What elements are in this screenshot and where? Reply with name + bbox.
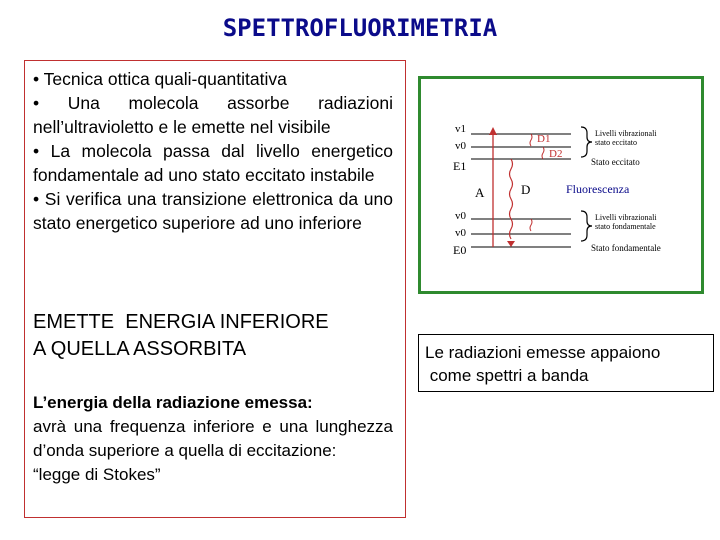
bullet-item: • Si verifica una transizione elettronica da uno stato energetico superiore ad uno inferiore	[33, 189, 393, 233]
stokes-law: “legge di Stokes”	[33, 465, 161, 484]
upper-vib-label-2: stato eccitato	[595, 138, 637, 147]
bullet-list	[33, 67, 393, 235]
lower-vib-label-1: Livelli vibrazionali	[595, 213, 657, 222]
bullet-item: • La molecola passa dal livello energetico fondamentale ad uno stato eccitato instabile	[33, 141, 393, 185]
radiazioni-line-2: come spettri a banda	[425, 366, 589, 385]
lower-brace	[581, 211, 592, 241]
label-v0-low: v0	[455, 227, 466, 239]
radiazioni-note	[418, 334, 714, 392]
label-a: A	[475, 185, 485, 200]
energia-body: avrà una frequenza inferiore e una lunghezza d’onda superiore a quella di eccitazione:	[33, 417, 393, 460]
fluorescence-arrow	[510, 159, 513, 239]
radiazioni-line-1: Le radiazioni emesse appaiono	[425, 343, 661, 362]
bullet-item: • Tecnica ottica quali-quantitativa	[33, 69, 287, 89]
label-v0-mid: v0	[455, 210, 466, 222]
energy-level-diagram	[418, 76, 704, 294]
jablonski-diagram	[421, 79, 701, 291]
energia-paragraph	[33, 391, 393, 487]
relaxation-d2	[542, 147, 544, 159]
relaxation-d1	[530, 134, 532, 146]
emette-statement	[33, 309, 403, 363]
label-v0-upper: v0	[455, 140, 466, 152]
emette-line-1: EMETTE ENERGIA INFERIORE	[33, 311, 329, 333]
fluorescence-arrowhead	[507, 241, 515, 247]
label-d2: D2	[549, 148, 563, 160]
page-title: SPETTROFLUORIMETRIA	[222, 14, 498, 42]
bullet-item: • Una molecola assorbe radiazioni nell’ultravioletto e le emette nel visibile	[33, 93, 393, 137]
fluorescenza-label: Fluorescenza	[566, 182, 630, 196]
emette-line-2: A QUELLA ASSORBITA	[33, 338, 247, 360]
label-v1: v1	[455, 123, 466, 135]
absorption-arrowhead	[489, 127, 497, 135]
relaxation-lower	[530, 219, 532, 231]
label-d1: D1	[537, 133, 551, 145]
energia-heading: L’energia della radiazione emessa:	[33, 393, 313, 412]
stato-eccitato-label: Stato eccitato	[591, 157, 640, 167]
upper-vib-label-1: Livelli vibrazionali	[595, 129, 657, 138]
label-e0: E0	[453, 243, 467, 257]
lower-vib-label-2: stato fondamentale	[595, 222, 656, 231]
label-e1: E1	[453, 159, 467, 173]
stato-fondamentale-label: Stato fondamentale	[591, 243, 661, 253]
upper-brace	[581, 127, 592, 157]
label-d: D	[521, 182, 531, 197]
main-text-box	[24, 60, 406, 518]
